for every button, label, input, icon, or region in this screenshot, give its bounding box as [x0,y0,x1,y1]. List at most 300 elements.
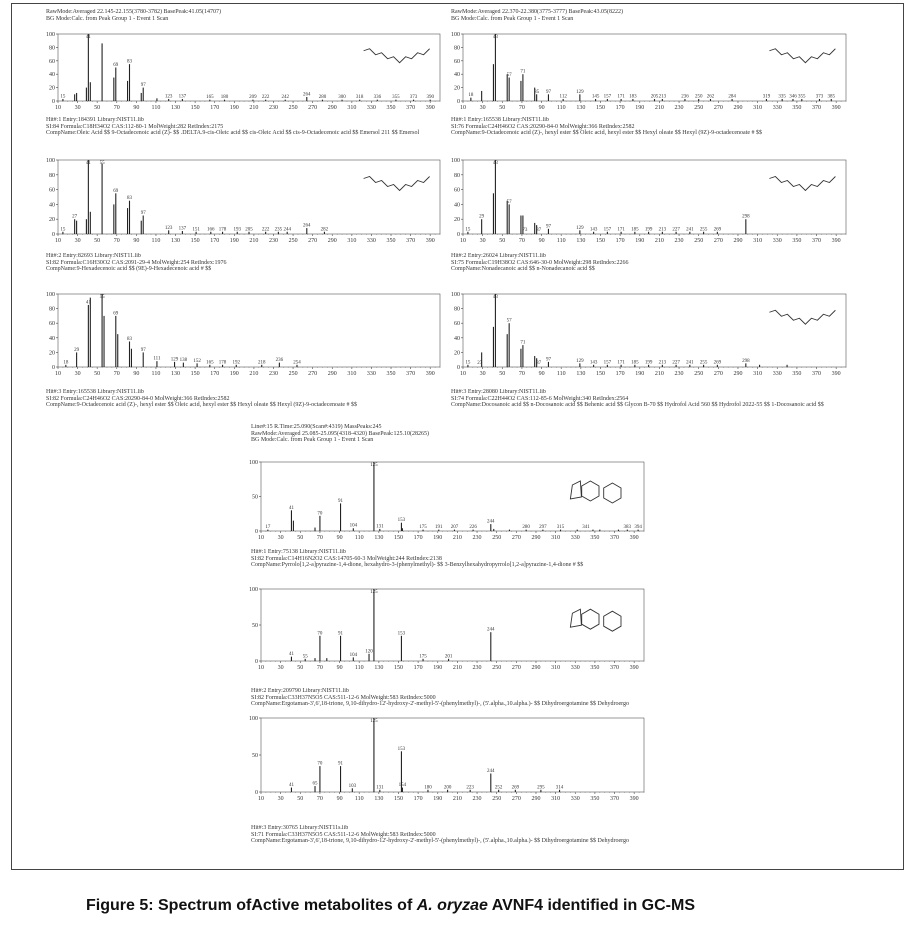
x-tick-label: 290 [327,238,337,244]
x-tick-label: 110 [556,371,566,377]
y-tick-label: 40 [454,335,460,342]
peak-label: 235 [274,227,283,233]
peak-label: 71 [520,69,526,75]
bottom-hit-info [251,549,646,569]
x-tick-label: 30 [277,796,284,802]
peak-label: 255 [699,227,708,233]
peak-label: 180 [424,785,432,791]
x-tick-label: 190 [433,535,443,541]
hit-info-line: CompName:Nonadecanoic acid $$ n-Nonadecanoic acid $$ [451,266,595,272]
peak-label: 205 [650,94,659,100]
y-tick-label: 100 [451,158,460,164]
peak-label: 236 [681,94,689,100]
x-tick-label: 10 [55,238,61,244]
y-tick-label: 0 [457,232,460,238]
y-tick-label: 100 [46,292,55,298]
peak-label: 336 [373,95,382,101]
peak-label: 205 [245,227,253,233]
x-tick-label: 210 [249,371,259,377]
plot-frame [261,718,644,792]
x-tick-label: 70 [316,796,323,802]
peak-label: 29 [74,347,80,353]
peak-label: 390 [426,95,434,101]
x-tick-label: 70 [113,105,120,111]
x-tick-label: 330 [570,535,580,541]
peak-label: 269 [511,785,520,791]
x-tick-label: 350 [386,238,396,244]
y-tick-label: 80 [49,45,55,52]
peak-label: 87 [536,361,542,367]
peak-label: 171 [617,360,625,366]
x-tick-label: 110 [151,105,161,111]
peak-label: 87 [536,228,542,234]
x-tick-label: 110 [354,796,364,802]
bottom-header [251,424,429,444]
peak-label: 166 [207,227,215,233]
peak-label: 346 [789,94,797,100]
peak-label: 129 [170,357,179,363]
x-tick-label: 350 [792,371,802,377]
structure-drawing [769,177,835,191]
peak-label: 315 [556,525,565,531]
x-tick-label: 270 [713,238,723,244]
peak-label: 385 [827,94,836,100]
peak-label: 41 [85,161,91,166]
peak-label: 314 [555,785,564,791]
peak-label: 183 [629,94,637,100]
peak-label: 178 [218,360,227,366]
y-tick-label: 40 [49,335,55,342]
x-tick-label: 390 [831,238,841,244]
peak-label: 171 [617,94,625,100]
x-tick-label: 190 [635,238,645,244]
x-tick-label: 250 [288,105,298,111]
x-tick-label: 190 [229,238,239,244]
x-tick-label: 330 [772,371,782,377]
x-tick-label: 390 [831,105,841,111]
peak-label: 17 [265,525,271,531]
peak-label: 151 [192,227,200,233]
peak-label: 319 [762,94,771,100]
x-tick-label: 70 [113,238,120,244]
hit-info-line: SI:74 Formula:C22H44O2 CAS:112-85-6 MolWeight:340 RetIndex:2564 [451,395,629,402]
x-tick-label: 30 [74,238,81,244]
x-tick-label: 130 [374,665,384,671]
peak-label: 83 [127,59,133,65]
x-tick-label: 390 [629,665,639,671]
peak-label: 125 [370,719,378,724]
hit-info-line: CompName:Oleic Acid $$ 9-Octadecenoic acid (Z)- $$ .DELTA.9-cis-Oleic acid $$ cis-Oleic Acid $$ cis-9-Octadecenoic acid $$ Emersol 211 $$ Emersol [46,130,420,136]
peak-label: 43 [492,161,498,166]
x-tick-label: 170 [413,535,423,541]
hit-info-line: CompName:Ergotaman-3',6',18-trione, 9,10-dihydro-12'-hydroxy-2'-methyl-5'-(phenylmethyl)-, (5'.alpha.,10.alpha.)- $$ Dihydroergotamine $$ Dehydroergo [251,701,630,707]
peak-label: 178 [218,227,227,233]
x-tick-label: 290 [733,371,743,377]
peak-label: 55 [302,654,308,660]
y-tick-label: 60 [49,321,55,328]
structure-drawing [769,49,835,63]
hit-info-line: Hit#:3 Entry:30765 Library:NIST11s.lib [251,825,349,831]
x-tick-label: 170 [210,238,220,244]
x-tick-label: 30 [479,371,486,377]
peak-label: 199 [644,360,653,366]
peak-label: 175 [419,654,427,660]
peak-label: 57 [506,73,512,79]
x-tick-label: 350 [590,665,600,671]
x-tick-label: 310 [551,535,561,541]
x-tick-label: 310 [347,371,357,377]
y-tick-label: 80 [454,45,460,52]
x-tick-label: 210 [654,371,664,377]
peak-label: 18 [468,93,474,99]
peak-label: 57 [506,199,512,205]
peak-label: 282 [320,227,329,233]
y-tick-label: 100 [451,292,460,298]
hit-info-line: Hit#:3 Entry:165538 Library:NIST11.lib [46,389,144,395]
hit-info-line: SI:75 Formula:C19H38O2 CAS:646-30-0 MolWeight:298 RetIndex:2266 [451,259,629,266]
peak-label: 55 [99,295,105,300]
peak-label: 97 [140,347,146,353]
x-tick-label: 190 [229,105,239,111]
peak-label: 123 [164,94,173,100]
x-tick-label: 170 [413,796,423,802]
x-tick-label: 50 [94,371,101,377]
x-tick-label: 110 [556,105,566,111]
x-tick-label: 150 [393,535,403,541]
x-tick-label: 250 [694,371,704,377]
peak-label: 341 [582,525,590,531]
peak-label: 97 [545,224,551,230]
peak-label: 41 [85,35,91,40]
peak-label: 209 [249,95,257,101]
peak-label: 241 [686,360,694,366]
peak-label: 97 [140,211,146,216]
x-tick-label: 350 [792,105,802,111]
y-tick-label: 0 [255,659,258,665]
peak-label: 213 [658,227,667,233]
x-tick-label: 90 [133,371,140,377]
peak-label: 244 [487,519,495,525]
x-tick-label: 70 [316,535,323,541]
x-tick-label: 310 [347,238,357,244]
x-tick-label: 390 [425,105,435,111]
peak-label: 18 [63,360,69,366]
peak-label: 153 [397,518,406,524]
peak-label: 193 [233,227,241,233]
x-tick-label: 230 [674,105,684,111]
x-tick-label: 110 [354,665,364,671]
x-tick-label: 330 [570,796,580,802]
peak-label: 157 [603,360,612,366]
header-line: BG Mode:Calc. from Peak Group 1 - Event 1 Scan [46,15,169,22]
hit-info-line: CompName:9-Hexadecenoic acid $$ (9E)-9-Hexadecenoic acid # $$ [46,266,212,272]
peak-label: 250 [694,94,703,100]
peak-label: 185 [631,360,639,366]
peak-label: 153 [397,746,406,752]
peak-label: 201 [444,654,453,660]
peak-label: 244 [283,227,291,233]
x-tick-label: 190 [635,105,645,111]
x-tick-label: 350 [792,238,802,244]
x-tick-label: 10 [258,535,264,541]
peak-label: 157 [603,94,612,100]
x-tick-label: 90 [538,371,545,377]
x-tick-label: 270 [308,105,318,111]
right-2-spectrum-chart [449,288,852,381]
y-tick-label: 50 [252,753,258,759]
x-tick-label: 350 [386,371,396,377]
peak-label: 70 [317,761,323,767]
x-tick-label: 210 [249,238,259,244]
hit-info-line: Hit#:2 Entry:82693 Library:NIST11.lib [46,253,141,259]
x-tick-label: 170 [615,238,625,244]
x-tick-label: 70 [316,665,323,671]
right-0-spectrum-chart [449,28,852,115]
x-tick-label: 50 [297,535,304,541]
peak-label: 200 [443,785,452,791]
x-tick-label: 270 [511,535,521,541]
peak-label: 41 [85,300,91,306]
y-tick-label: 0 [52,99,55,105]
y-tick-label: 100 [46,32,55,38]
peak-label: 43 [492,295,498,300]
hit-info-line: CompName:Ergotaman-3',6',18-trione, 9,10-dihydro-12'-hydroxy-2'-methyl-5'-(phenylmethyl)-, (5'.alpha.,10.alpha.)- $$ Dihydroergotamine $$ Dehydroergo [251,838,630,844]
x-tick-label: 130 [374,796,384,802]
x-tick-label: 170 [210,105,220,111]
x-tick-label: 10 [258,796,264,802]
peak-label: 157 [603,227,612,233]
hit-info-line: CompName:Pyrrolo[1,2-a]pyrazine-1,4-dione, hexahydro-3-(phenylmethyl)- $$ 3-Benzylhexahydropyrrolo[1,2-a]pyrazine-1,4-dione # $$ [251,562,584,568]
x-tick-label: 350 [590,535,600,541]
y-tick-label: 0 [255,529,258,535]
x-tick-label: 290 [531,796,541,802]
bottom-hit-info [251,688,646,708]
peak-label: 355 [392,95,400,101]
peak-label: 207 [450,525,459,531]
peak-label: 143 [589,360,598,366]
peak-label: 165 [206,95,214,101]
y-tick-label: 20 [49,217,55,224]
structure-drawing [364,177,430,191]
peak-label: 373 [815,94,824,100]
right-header [451,9,623,22]
peak-label: 73 [522,228,528,234]
peak-label: 153 [397,631,406,637]
peak-label: 175 [419,525,427,531]
x-tick-label: 50 [499,371,506,377]
peak-label: 262 [706,94,715,100]
x-tick-label: 250 [492,535,502,541]
peak-label: 143 [589,227,598,233]
peak-label: 83 [127,336,133,342]
peak-label: 222 [261,95,270,101]
x-tick-label: 50 [94,238,101,244]
x-tick-label: 330 [772,105,782,111]
hit-info-line: SI:82 Formula:C16H30O2 CAS:2091-29-4 MolWeight:254 RetIndex:1976 [46,259,227,266]
y-tick-label: 20 [454,350,460,357]
hit-info-line: Hit#:1 Entry:75138 Library:NIST11.lib [251,549,346,555]
peak-label: 226 [469,525,477,531]
peak-label: 41 [288,652,294,658]
x-tick-label: 170 [413,665,423,671]
x-tick-label: 370 [610,665,620,671]
right-1-spectrum-chart [449,154,852,248]
peak-label: 227 [672,227,680,233]
x-tick-label: 70 [113,371,120,377]
peak-label: 129 [576,89,584,95]
y-tick-label: 0 [52,232,55,238]
x-tick-label: 150 [595,105,605,111]
x-tick-label: 250 [694,105,704,111]
x-tick-label: 230 [674,371,684,377]
hit-info-line: SI:82 Formula:C24H46O2 CAS:20290-84-0 MolWeight:366 RetIndex:2582 [46,395,230,402]
x-tick-label: 90 [336,535,343,541]
x-tick-label: 230 [472,796,482,802]
x-tick-label: 330 [366,105,376,111]
caption-suffix: AVNF4 identified in GC-MS [487,897,695,914]
peak-label: 125 [370,590,378,595]
y-tick-label: 40 [454,202,460,209]
x-tick-label: 90 [133,238,140,244]
x-tick-label: 90 [133,105,140,111]
hit-info-line: CompName:9-Octadecenoic acid (Z)-, hexyl ester $$ Oleic acid, hexyl ester $$ Hexyl oleate $$ Hexyl (9Z)-9-octadecenoate # $$ [451,130,763,136]
peak-label: 41 [288,783,294,789]
peak-label: 255 [699,360,708,366]
peak-label: 71 [520,340,526,346]
x-tick-label: 370 [812,105,822,111]
peak-label: 57 [506,318,512,324]
peak-label: 112 [559,94,567,100]
peak-label: 269 [713,360,722,366]
x-tick-label: 370 [610,796,620,802]
x-tick-label: 290 [531,665,541,671]
y-tick-label: 60 [454,187,460,194]
x-tick-label: 390 [629,535,639,541]
x-tick-label: 130 [171,105,181,111]
peak-label: 295 [537,785,545,791]
peak-label: 244 [487,627,495,633]
x-tick-label: 370 [610,535,620,541]
header-line: BG Mode:Calc. from Peak Group 1 - Event 1 Scan [451,15,574,22]
bottom-2-spectrum-chart [247,712,650,806]
peak-label: 227 [672,360,680,366]
x-tick-label: 230 [674,238,684,244]
peak-label: 269 [713,227,722,233]
y-tick-label: 60 [454,58,460,65]
peak-label: 15 [60,94,66,100]
left-hit-info [46,389,446,409]
peak-label: 104 [349,523,358,529]
y-tick-label: 50 [252,494,258,501]
x-tick-label: 350 [386,105,396,111]
peak-label: 180 [220,95,229,101]
x-tick-label: 110 [354,535,364,541]
bottom-hit-info [251,825,646,845]
peak-label: 131 [376,524,384,530]
hit-info-line: SI:84 Formula:C18H34O2 CAS:112-80-1 MolWeight:282 RetIndex:2175 [46,123,224,130]
y-tick-label: 80 [49,172,55,179]
peak-label: 138 [179,358,188,364]
structure-drawing [570,609,621,631]
y-tick-label: 80 [49,306,55,313]
peak-label: 137 [178,94,187,100]
bottom-0-spectrum-chart [247,456,650,545]
x-tick-label: 70 [518,105,525,111]
peak-label: 264 [303,223,311,229]
y-tick-label: 60 [454,321,460,328]
x-tick-label: 90 [336,665,343,671]
figure-caption [86,897,695,915]
peak-label: 120 [365,649,373,655]
peak-label: 264 [303,92,311,98]
header-line: BG Mode:Calc. from Peak Group 1 - Event 1 Scan [251,437,374,443]
peak-label: 165 [206,360,214,366]
header-line: RawMode:Averaged 25.085-25.095(4318-4320) BasePeak:125.10(28265) [251,430,430,437]
peak-label: 83 [127,196,133,202]
header-line: RawMode:Averaged 22.145-22.155(3780-3782) BasePeak:41.05(14707) [46,9,222,15]
x-tick-label: 50 [499,238,506,244]
peak-label: 244 [487,769,495,774]
x-tick-label: 110 [151,238,161,244]
x-tick-label: 30 [479,105,486,111]
x-tick-label: 390 [425,238,435,244]
x-tick-label: 190 [635,371,645,377]
x-tick-label: 90 [538,105,545,111]
peak-label: 191 [435,525,443,531]
x-tick-label: 130 [576,105,586,111]
x-tick-label: 310 [551,665,561,671]
y-tick-label: 80 [454,306,460,313]
x-tick-label: 190 [229,371,239,377]
peak-label: 192 [232,360,241,366]
x-tick-label: 190 [433,665,443,671]
x-tick-label: 210 [654,238,664,244]
hit-info-line: SI:82 Formula:C33H37N5O5 CAS:511-12-6 MolWeight:583 RetIndex:5000 [251,694,436,701]
x-tick-label: 390 [629,796,639,802]
y-tick-label: 0 [457,365,460,371]
peak-label: 254 [293,360,301,366]
x-tick-label: 230 [268,105,278,111]
peak-label: 15 [60,227,66,233]
peak-label: 70 [317,511,323,517]
peak-label: 97 [545,357,551,363]
x-tick-label: 270 [308,371,318,377]
x-tick-label: 10 [460,371,466,377]
peak-label: 137 [178,226,187,232]
x-tick-label: 30 [277,665,284,671]
x-tick-label: 370 [406,371,416,377]
peak-label: 280 [522,525,530,531]
y-tick-label: 100 [46,158,55,164]
x-tick-label: 230 [268,238,278,244]
left-2-spectrum-chart [44,288,446,381]
peak-label: 129 [576,358,584,364]
y-tick-label: 40 [49,72,55,79]
y-tick-label: 0 [52,365,55,371]
peak-label: 69 [113,63,119,68]
x-tick-label: 170 [210,371,220,377]
x-tick-label: 370 [812,238,822,244]
peak-label: 97 [140,83,146,89]
peak-label: 222 [261,227,270,233]
x-tick-label: 10 [460,105,466,111]
x-tick-label: 370 [812,371,822,377]
x-tick-label: 130 [171,238,181,244]
peak-label: 383 [623,525,632,531]
hit-info-line: Hit#:2 Entry:26024 Library:NIST11.lib [451,253,546,259]
x-tick-label: 10 [55,371,61,377]
x-tick-label: 310 [347,105,357,111]
